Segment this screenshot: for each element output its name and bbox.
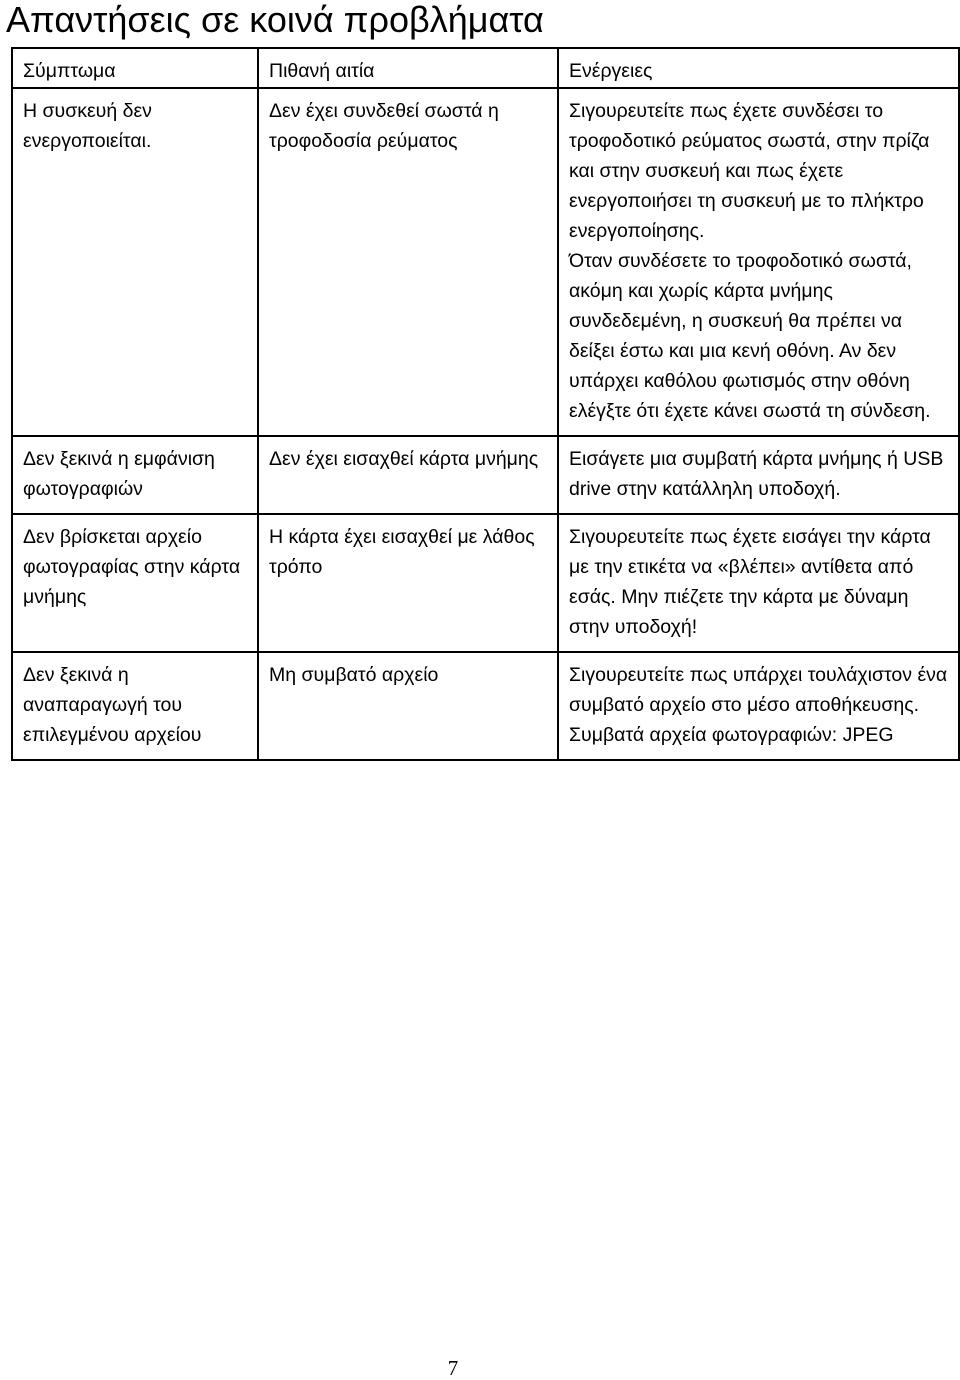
action-text: Εισάγετε μια συμβατή κάρτα μνήμης ή USB drive στην κατάλληλη υποδοχή. — [569, 448, 944, 500]
action-text: Σιγουρευτείτε πως έχετε συνδέσει το τροφοδοτικό ρεύματος σωστά, στην πρίζα και στην συσκευή και πως έχετε ενεργοποιήσει τη συσκευή με το πλήκτρο ενεργοποίησης. — [569, 100, 930, 242]
table-row — [12, 652, 959, 760]
header-cause: Πιθανή αιτία — [258, 48, 558, 88]
action-text: Σιγουρευτείτε πως υπάρχει τουλάχιστον ένα συμβατό αρχείο στο μέσο αποθήκευσης. Συμβατά αρχεία φωτογραφιών: JPEG — [569, 664, 948, 746]
action-text: Σιγουρευτείτε πως έχετε εισάγει την κάρτα με την ετικέτα να «βλέπει» αντίθετα από εσάς. Μην πιέζετε την κάρτα με δύναμη στην υποδοχή! — [569, 526, 931, 638]
symptom-cell: Δεν βρίσκεται αρχείο φωτογραφίας στην κάρτα μνήμης — [12, 514, 258, 652]
actions-cell — [558, 514, 959, 652]
actions-cell — [558, 436, 959, 514]
table-header-row — [12, 48, 959, 88]
cause-cell: Δεν έχει εισαχθεί κάρτα μνήμης — [258, 436, 558, 514]
table-row — [12, 88, 959, 436]
table-row — [12, 436, 959, 514]
actions-cell — [558, 88, 959, 436]
page-title: Απαντήσεις σε κοινά προβλήματα — [6, 0, 544, 40]
cause-cell: Μη συμβατό αρχείο — [258, 652, 558, 760]
header-symptom: Σύμπτωμα — [12, 48, 258, 88]
cause-cell: Η κάρτα έχει εισαχθεί με λάθος τρόπο — [258, 514, 558, 652]
header-actions: Ενέργειες — [558, 48, 959, 88]
troubleshooting-table — [11, 47, 960, 761]
symptom-cell: Δεν ξεκινά η αναπαραγωγή του επιλεγμένου αρχείου — [12, 652, 258, 760]
table-row — [12, 514, 959, 652]
symptom-cell: Δεν ξεκινά η εμφάνιση φωτογραφιών — [12, 436, 258, 514]
cause-cell: Δεν έχει συνδεθεί σωστά η τροφοδοσία ρεύματος — [258, 88, 558, 436]
actions-cell — [558, 652, 959, 760]
symptom-cell: Η συσκευή δεν ενεργοποιείται. — [12, 88, 258, 436]
page-number: 7 — [447, 1356, 459, 1380]
action-text: Όταν συνδέσετε το τροφοδοτικό σωστά, ακόμη και χωρίς κάρτα μνήμης συνδεδεμένη, η συσκευή θα πρέπει να δείξει έστω και μια κενή οθόνη. Αν δεν υπάρχει καθόλου φωτισμός στην οθόνη ελέγξτε ότι έχετε κάνει σωστά τη σύνδεση. — [569, 250, 931, 422]
